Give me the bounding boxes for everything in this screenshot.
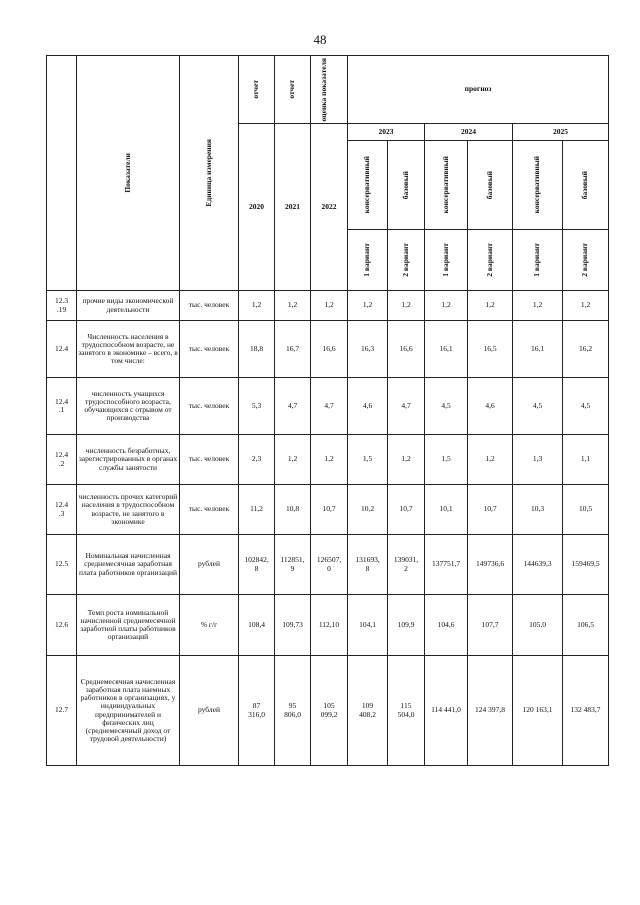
row-value: 4,6 <box>468 378 513 435</box>
header-variant1-2024: 1 вариант <box>425 230 468 291</box>
row-value: 1,2 <box>468 435 513 485</box>
row-value: 11,2 <box>239 485 275 535</box>
page-number: 48 <box>313 32 327 47</box>
row-value: 16,5 <box>468 321 513 378</box>
header-report-2021: отчет <box>275 56 311 124</box>
row-value: 1,2 <box>275 291 311 321</box>
row-value: 114 441,0 <box>425 656 468 766</box>
row-value: 4,7 <box>311 378 348 435</box>
row-value: 1,2 <box>388 291 425 321</box>
header-variant2-2024: 2 вариант <box>468 230 513 291</box>
row-value: 1,2 <box>239 291 275 321</box>
header-year-2023: 2023 <box>348 124 425 141</box>
header-year-2021: 2021 <box>275 124 311 291</box>
header-base-2025: базовый <box>563 141 609 230</box>
row-indicator-name: численность безработных, зарегистрированных в органах службы занятости <box>77 435 180 485</box>
row-value: 10,7 <box>311 485 348 535</box>
table-row <box>47 535 609 595</box>
header-estimate-2022: оценка показателя <box>311 56 348 124</box>
header-indicators: Показатели <box>77 56 180 291</box>
row-value: 16,6 <box>388 321 425 378</box>
row-indicator-name: численность учащихся трудоспособного возраста, обучающихся с отрывом от производства <box>77 378 180 435</box>
row-value: 10,7 <box>388 485 425 535</box>
row-code: 12.7 <box>47 656 77 766</box>
row-value: 10,2 <box>348 485 388 535</box>
table-row <box>47 656 609 766</box>
row-value: 1,5 <box>425 435 468 485</box>
header-variant1-2025: 1 вариант <box>513 230 563 291</box>
row-value: 131693, 8 <box>348 535 388 595</box>
forecast-table <box>46 55 609 766</box>
row-value: 1,2 <box>275 435 311 485</box>
table-row <box>47 378 609 435</box>
row-value: 1,1 <box>563 435 609 485</box>
header-variant2-2025: 2 вариант <box>563 230 609 291</box>
row-unit: тыс. человек <box>180 378 239 435</box>
row-value: 109,73 <box>275 595 311 656</box>
header-code-column <box>47 56 77 291</box>
row-value: 109,9 <box>388 595 425 656</box>
row-value: 4,5 <box>513 378 563 435</box>
row-value: 1,2 <box>388 435 425 485</box>
header-conservative-2023: консервативный <box>348 141 388 230</box>
header-base-2023: базовый <box>388 141 425 230</box>
row-unit: тыс. человек <box>180 485 239 535</box>
row-value: 10,3 <box>513 485 563 535</box>
header-variant1-2023: 1 вариант <box>348 230 388 291</box>
header-unit: Единица измерения <box>180 56 239 291</box>
row-unit: % г/г <box>180 595 239 656</box>
row-value: 10,1 <box>425 485 468 535</box>
row-value: 4,7 <box>275 378 311 435</box>
row-value: 132 483,7 <box>563 656 609 766</box>
row-value: 1,2 <box>311 435 348 485</box>
row-unit: тыс. человек <box>180 291 239 321</box>
row-unit: тыс. человек <box>180 435 239 485</box>
row-value: 4,5 <box>563 378 609 435</box>
row-value: 16,1 <box>513 321 563 378</box>
row-value: 105,0 <box>513 595 563 656</box>
header-year-2025: 2025 <box>513 124 609 141</box>
header-report-2020: отчет <box>239 56 275 124</box>
row-value: 95 806,0 <box>275 656 311 766</box>
row-unit: рублей <box>180 656 239 766</box>
row-value: 16,1 <box>425 321 468 378</box>
row-value: 16,6 <box>311 321 348 378</box>
row-value: 1,3 <box>513 435 563 485</box>
table-row <box>47 595 609 656</box>
row-value: 159469,5 <box>563 535 609 595</box>
row-value: 105 099,2 <box>311 656 348 766</box>
row-value: 108,4 <box>239 595 275 656</box>
row-value: 106,5 <box>563 595 609 656</box>
row-value: 149736,6 <box>468 535 513 595</box>
table-row <box>47 321 609 378</box>
row-value: 109 408,2 <box>348 656 388 766</box>
row-value: 139031, 2 <box>388 535 425 595</box>
row-value: 2,3 <box>239 435 275 485</box>
row-value: 87 316,0 <box>239 656 275 766</box>
row-value: 126507, 0 <box>311 535 348 595</box>
table-row <box>47 435 609 485</box>
row-value: 1,2 <box>513 291 563 321</box>
row-value: 115 504,0 <box>388 656 425 766</box>
header-variant2-2023: 2 вариант <box>388 230 425 291</box>
row-code: 12.4 .3 <box>47 485 77 535</box>
header-base-2024: базовый <box>468 141 513 230</box>
table-row <box>47 485 609 535</box>
row-code: 12.4 .2 <box>47 435 77 485</box>
row-value: 1,2 <box>348 291 388 321</box>
row-value: 5,3 <box>239 378 275 435</box>
row-value: 10,8 <box>275 485 311 535</box>
row-code: 12.3 .19 <box>47 291 77 321</box>
row-value: 4,7 <box>388 378 425 435</box>
row-value: 107,7 <box>468 595 513 656</box>
row-value: 1,2 <box>311 291 348 321</box>
row-code: 12.4 <box>47 321 77 378</box>
row-value: 112851, 9 <box>275 535 311 595</box>
row-code: 12.6 <box>47 595 77 656</box>
row-value: 16,7 <box>275 321 311 378</box>
row-indicator-name: Номинальная начисленная среднемесячная заработная плата работников организаций <box>77 535 180 595</box>
row-value: 16,2 <box>563 321 609 378</box>
row-value: 18,8 <box>239 321 275 378</box>
row-indicator-name: численность прочих категорий населения в трудоспособном возрасте, не занятого в экономике <box>77 485 180 535</box>
row-indicator-name: Среднемесячная начисленная заработная плата наемных работников в организациях, у индивидуальных предпринимателей и физических лиц (среднемесячный доход от трудовой деятельности) <box>77 656 180 766</box>
row-value: 4,5 <box>425 378 468 435</box>
row-value: 124 397,8 <box>468 656 513 766</box>
row-value: 120 163,1 <box>513 656 563 766</box>
row-value: 16,3 <box>348 321 388 378</box>
row-indicator-name: Темп роста номинальной начисленной среднемесячной заработной платы работников организаций <box>77 595 180 656</box>
row-value: 104,1 <box>348 595 388 656</box>
row-value: 10,7 <box>468 485 513 535</box>
header-year-2022: 2022 <box>311 124 348 291</box>
row-indicator-name: Численность населения в трудоспособном возрасте, не занятого в экономике – всего, в том числе: <box>77 321 180 378</box>
header-conservative-2024: консервативный <box>425 141 468 230</box>
row-value: 1,5 <box>348 435 388 485</box>
row-value: 1,2 <box>563 291 609 321</box>
row-unit: тыс. человек <box>180 321 239 378</box>
row-value: 102842, 8 <box>239 535 275 595</box>
header-year-2020: 2020 <box>239 124 275 291</box>
row-value: 1,2 <box>425 291 468 321</box>
row-indicator-name: прочие виды экономической деятельности <box>77 291 180 321</box>
row-code: 12.5 <box>47 535 77 595</box>
row-code: 12.4 .1 <box>47 378 77 435</box>
header-forecast: прогноз <box>348 56 609 124</box>
row-value: 4,6 <box>348 378 388 435</box>
header-conservative-2025: консервативный <box>513 141 563 230</box>
row-value: 137751,7 <box>425 535 468 595</box>
table-row <box>47 291 609 321</box>
header-year-2024: 2024 <box>425 124 513 141</box>
table-body <box>47 291 609 766</box>
row-value: 10,5 <box>563 485 609 535</box>
row-value: 104,6 <box>425 595 468 656</box>
row-value: 144639,3 <box>513 535 563 595</box>
row-value: 112,10 <box>311 595 348 656</box>
row-unit: рублей <box>180 535 239 595</box>
row-value: 1,2 <box>468 291 513 321</box>
